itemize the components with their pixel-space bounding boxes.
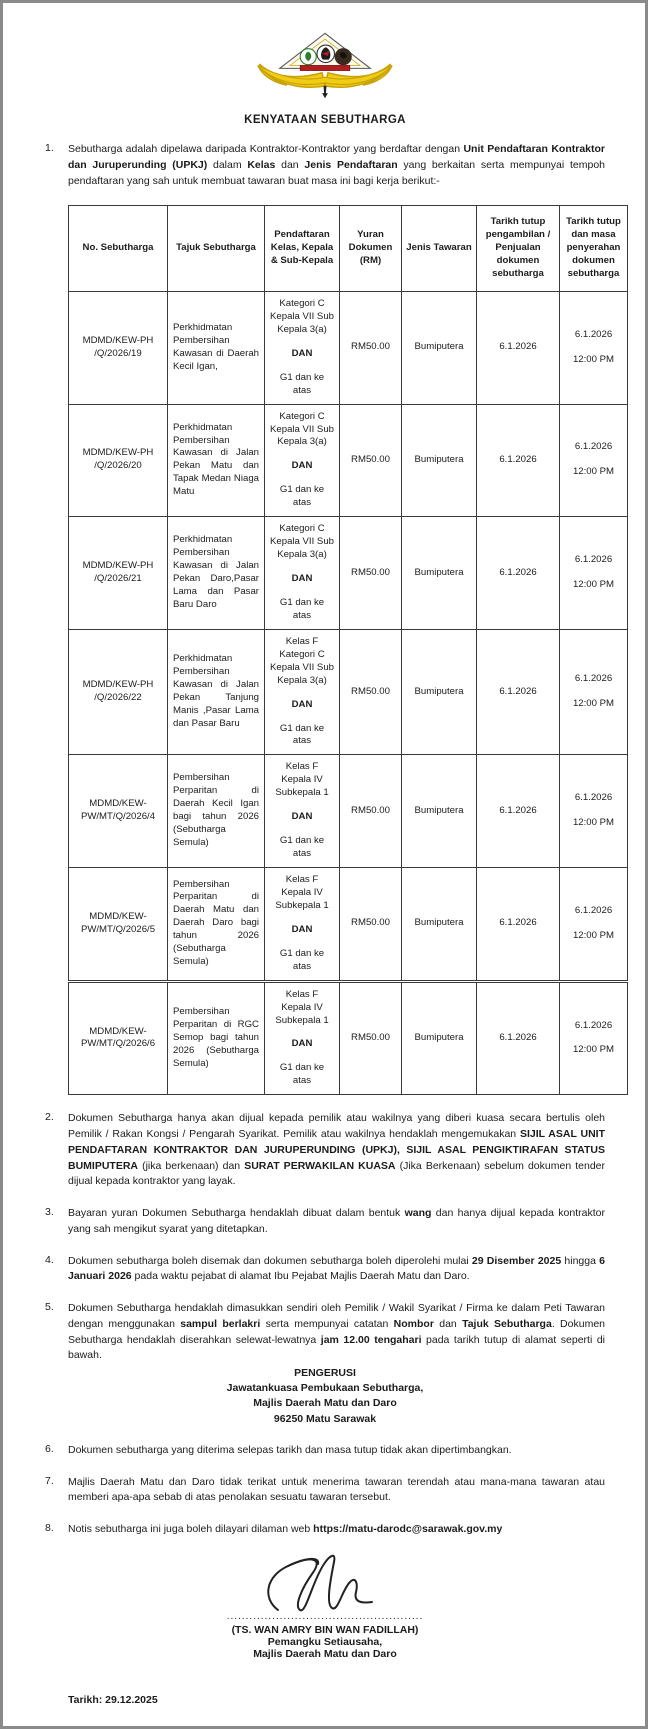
tender-table [68, 205, 628, 1095]
cell-jenis: Bumiputera [402, 981, 477, 1095]
signatory-name: (TS. WAN AMRY BIN WAN FADILLAH) [231, 1623, 419, 1636]
cell-tarikh-tutup: 6.1.2026 [477, 755, 560, 868]
table-row [69, 629, 628, 755]
paragraph-text: Notis sebutharga ini juga boleh dilayari dilaman web https://matu-darodc@sarawak.gov.my [68, 1523, 503, 1536]
tender-table-body [69, 291, 628, 1094]
cell-tajuk: Perkhidmatan Pembersihan Kawasan di Daerah Kecil Igan, [168, 291, 265, 404]
pengerusi-line: PENGERUSI [294, 1367, 356, 1379]
table-row [69, 755, 628, 868]
cell-yuran: RM50.00 [340, 755, 402, 868]
cell-tarikh-masa: 6.1.2026 12:00 PM [560, 517, 628, 630]
cell-tajuk: Perkhidmatan Pembersihan Kawasan di Jalan Pekan Tanjung Manis ,Pasar Lama dan Pasar Baru [168, 629, 265, 755]
cell-tarikh-tutup: 6.1.2026 [477, 291, 560, 404]
paragraph-text: Dokumen Sebutharga hanya akan dijual kepada pemilik atau wakilnya yang diberi kuasa secara bertulis oleh Pemilik / Rakan Kongsi / Pengarah Syarikat. Pemilik atau wakilnya hendaklah mengemukakan SIJIL ASAL UNIT PENDAFTARAN KONTRAKTOR DAN JURUPERUNDING (UPKJ), SIJIL ASAL PENGIKTIRAFAN STATUS BUMIPUTERA (jika berkenaan) dan SURAT PERWAKILAN KUASA (Jika Berkenaan) sebelum dokumen tender dijual kepada kontraktor yang layak. [68, 1112, 606, 1188]
table-row [69, 517, 628, 630]
tender-table-head [69, 206, 628, 292]
cell-jenis: Bumiputera [402, 755, 477, 868]
header-tajuk: Tajuk Sebutharga [168, 206, 265, 292]
paragraph-number: 6. [45, 1442, 54, 1455]
cell-yuran: RM50.00 [340, 291, 402, 404]
header-tarikh-tutup: Tarikh tutup pengambilan / Penjualan dokumen sebutharga [477, 206, 560, 292]
cell-pendaftaran: Kelas F Kepala IV Subkepala 1 DAN G1 dan ke atas [265, 868, 340, 982]
table-row [69, 404, 628, 517]
tender-notice-document [3, 3, 645, 1726]
header-jenis: Jenis Tawaran [402, 206, 477, 292]
cell-no-sebutharga: MDMD/KEW- PW/MT/Q/2026/4 [69, 755, 168, 868]
paragraph-text: Bayaran yuran Dokumen Sebutharga hendaklah dibuat dalam bentuk wang dan hanya dijual kepada kontraktor yang sah mengikut syarat yang ditetapkan. [68, 1207, 605, 1235]
paragraph-1 [45, 142, 605, 189]
cell-tarikh-tutup: 6.1.2026 [477, 981, 560, 1095]
cell-tarikh-masa: 6.1.2026 12:00 PM [560, 755, 628, 868]
paragraph-text: Majlis Daerah Matu dan Daro tidak terikat untuk menerima tawaran terendah atau mana-mana tawaran atau memberi apa-apa sebab di atas penolakan sesuatu tawaran tersebut. [68, 1475, 605, 1504]
cell-yuran: RM50.00 [340, 629, 402, 755]
cell-tajuk: Pembersihan Perparitan di RGC Semop bagi tahun 2026 (Sebutharga Semula) [168, 981, 265, 1095]
cell-tarikh-tutup: 6.1.2026 [477, 868, 560, 982]
paragraph-7 [45, 1475, 605, 1507]
pengerusi-line: Jawatankuasa Pembukaan Sebutharga, [226, 1382, 424, 1395]
header-tarikh-masa: Tarikh tutup dan masa penyerahan dokumen sebutharga [560, 206, 628, 292]
cell-tarikh-masa: 6.1.2026 12:00 PM [560, 629, 628, 755]
crest-container [45, 29, 605, 104]
cell-pendaftaran: Kelas F Kepala IV Subkepala 1 DAN G1 dan ke atas [265, 981, 340, 1095]
paragraph-5 [45, 1301, 605, 1364]
paragraph-text: Dokumen Sebutharga hendaklah dimasukkan sendiri oleh Pemilik / Wakil Syarikat / Firma ke dalam Peti Tawaran dengan menggunakan sampul berlakri serta mempunyai catatan Nombor dan Tajuk Sebutharga. Dokumen Sebutharga hendaklah diserahkan selewat-lewatnya jam 12.00 tengahari pada tarikh tutup di alamat seperti di bawah. [68, 1302, 605, 1362]
paragraph-6 [45, 1443, 605, 1459]
paragraph-8 [45, 1522, 605, 1538]
cell-jenis: Bumiputera [402, 291, 477, 404]
signatory-organisation: Majlis Daerah Matu dan Daro [253, 1647, 397, 1660]
paragraph-number: 1. [45, 142, 54, 154]
cell-tarikh-tutup: 6.1.2026 [477, 517, 560, 630]
cell-tarikh-masa: 6.1.2026 12:00 PM [560, 291, 628, 404]
cell-pendaftaran: Kategori C Kepala VII Sub Kepala 3(a) DAN G1 dan ke atas [265, 517, 340, 630]
header-no-sebutharga: No. Sebutharga [69, 206, 168, 292]
header-row [69, 206, 628, 292]
signature-dotted-line: .................................................... [226, 1610, 424, 1622]
cell-tarikh-tutup: 6.1.2026 [477, 404, 560, 517]
cell-no-sebutharga: MDMD/KEW- PW/MT/Q/2026/6 [69, 981, 168, 1095]
cell-jenis: Bumiputera [402, 629, 477, 755]
pengerusi-line: 96250 Matu Sarawak [273, 1412, 377, 1425]
page-title: KENYATAAN SEBUTHARGA [244, 114, 406, 126]
cell-no-sebutharga: MDMD/KEW-PH /Q/2026/19 [69, 291, 168, 404]
signature-block [45, 1548, 605, 1660]
pengerusi-line: Majlis Daerah Matu dan Daro [253, 1397, 397, 1410]
header-pendaftaran: Pendaftaran Kelas, Kepala & Sub-Kepala [265, 206, 340, 292]
paragraph-number: 4. [45, 1253, 54, 1266]
cell-no-sebutharga: MDMD/KEW-PH /Q/2026/20 [69, 404, 168, 517]
cell-yuran: RM50.00 [340, 868, 402, 982]
paragraph-text: Dokumen sebutharga yang diterima selepas tarikh dan masa tutup tidak akan dipertimbangkan. [68, 1443, 512, 1456]
table-row [69, 868, 628, 982]
cell-pendaftaran: Kategori C Kepala VII Sub Kepala 3(a) DAN G1 dan ke atas [265, 404, 340, 517]
cell-yuran: RM50.00 [340, 404, 402, 517]
header-yuran: Yuran Dokumen (RM) [340, 206, 402, 292]
paragraph-3 [45, 1206, 605, 1238]
cell-jenis: Bumiputera [402, 868, 477, 982]
cell-jenis: Bumiputera [402, 517, 477, 630]
cell-pendaftaran: Kategori C Kepala VII Sub Kepala 3(a) DAN G1 dan ke atas [265, 291, 340, 404]
paragraph-number: 5. [45, 1301, 54, 1313]
paragraph-4 [45, 1254, 605, 1286]
paragraph-text: Sebutharga adalah dipelawa daripada Kontraktor-Kontraktor yang berdaftar dengan Unit Pendaftaran Kontraktor dan Juruperunding (UPKJ) dalam Kelas dan Jenis Pendaftaran yang berkaitan serta mempunyai tempoh pendaftaran yang sah untuk membuat tawaran buat masa ini bagi kerja berikut:- [68, 143, 605, 187]
paragraph-number: 7. [45, 1474, 54, 1487]
cell-tarikh-masa: 6.1.2026 12:00 PM [560, 981, 628, 1095]
cell-pendaftaran: Kelas F Kategori C Kepala VII Sub Kepala 3(a) DAN G1 dan ke atas [265, 629, 340, 755]
signatory-role: Pemangku Setiausaha, [267, 1635, 383, 1648]
cell-no-sebutharga: MDMD/KEW-PH /Q/2026/21 [69, 517, 168, 630]
document-date: Tarikh: 29.12.2025 [68, 1693, 158, 1706]
cell-yuran: RM50.00 [340, 517, 402, 630]
cell-pendaftaran: Kelas F Kepala IV Subkepala 1 DAN G1 dan ke atas [265, 755, 340, 868]
cell-no-sebutharga: MDMD/KEW- PW/MT/Q/2026/5 [69, 868, 168, 982]
paragraph-2 [45, 1111, 605, 1190]
cell-jenis: Bumiputera [402, 404, 477, 517]
cell-no-sebutharga: MDMD/KEW-PH /Q/2026/22 [69, 629, 168, 755]
cell-yuran: RM50.00 [340, 981, 402, 1095]
cell-tajuk: Pembersihan Perparitan di Daerah Kecil Igan bagi tahun 2026 (Sebutharga Semula) [168, 755, 265, 868]
majlis-daerah-crest-icon [252, 29, 398, 99]
paragraph-number: 8. [45, 1522, 54, 1535]
cell-tajuk: Perkhidmatan Pembersihan Kawasan di Jalan Pekan Matu dan Tapak Medan Niaga Matu [168, 404, 265, 517]
paragraph-number: 2. [45, 1111, 54, 1124]
paragraph-text: Dokumen sebutharga boleh disemak dan dokumen sebutharga boleh diperolehi mulai 29 Disember 2025 hingga 6 Januari 2026 pada waktu pejabat di alamat Ibu Pejabat Majlis Daerah Matu dan Daro. [68, 1254, 605, 1283]
pengerusi-address-block [45, 1366, 605, 1427]
cell-tajuk: Pembersihan Perparitan di Daerah Matu dan Daerah Daro bagi tahun 2026 (Sebutharga Semula) [168, 868, 265, 982]
cell-tarikh-tutup: 6.1.2026 [477, 629, 560, 755]
table-row [69, 981, 628, 1095]
cell-tarikh-masa: 6.1.2026 12:00 PM [560, 868, 628, 982]
paragraph-number: 3. [45, 1206, 54, 1218]
cell-tajuk: Perkhidmatan Pembersihan Kawasan di Jalan Pekan Daro,Pasar Lama dan Pasar Baru Daro [168, 517, 265, 630]
table-row [69, 291, 628, 404]
cell-tarikh-masa: 6.1.2026 12:00 PM [560, 404, 628, 517]
